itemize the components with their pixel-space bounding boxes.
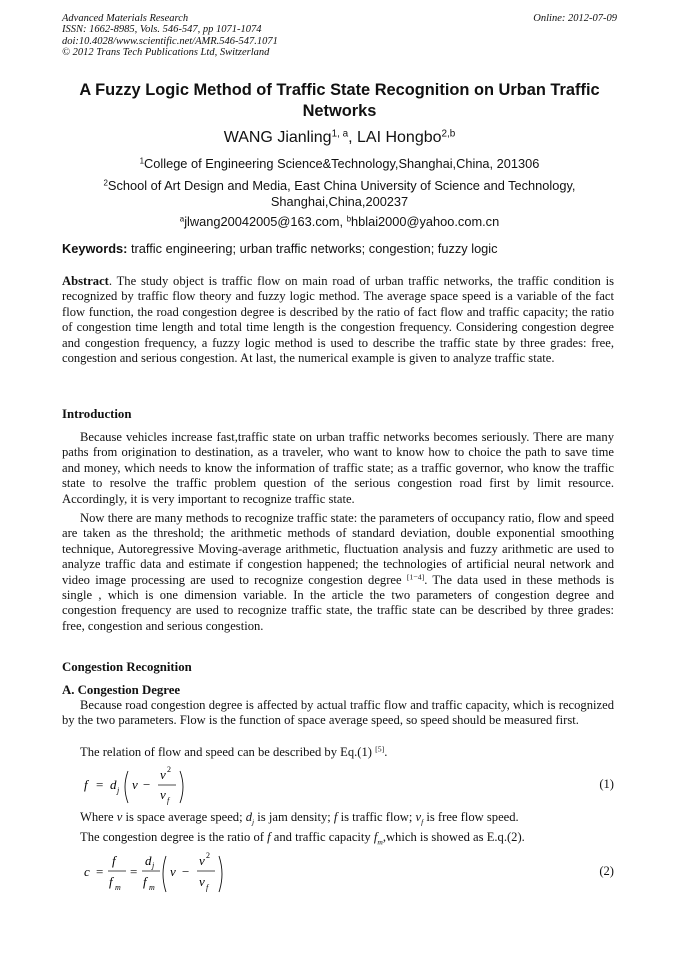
eq2-den-f-sub: f (206, 883, 209, 892)
eq2-left-paren (163, 856, 166, 892)
online-date: Online: 2012-07-09 (533, 13, 617, 24)
equation-1-number: (1) (599, 777, 614, 791)
email-b-sup: b (346, 214, 352, 224)
where-text-2: is space average speed; (122, 810, 246, 824)
equation-2 (62, 846, 614, 898)
introduction-paragraph-1 (62, 430, 614, 507)
equation-2-formula (80, 846, 280, 898)
cd-var-m-sub: m (377, 837, 383, 847)
abstract (62, 274, 614, 366)
equation-1-where-text (62, 810, 614, 830)
email-a: jlwang20042005@163.com, (184, 214, 347, 229)
congestion-p2-text-b: . (384, 745, 388, 759)
copyright-line: © 2012 Trans Tech Publications Ltd, Switzerland (62, 47, 270, 59)
cd-text-1: The congestion degree is the ratio of (80, 830, 268, 844)
cd-var-fm: f (373, 830, 378, 844)
email-b: hblai2000@yahoo.com.cn (351, 214, 500, 229)
eq2-num-f: f (112, 853, 116, 868)
abstract-label: Abstract (62, 274, 109, 288)
eq1-v: v (132, 777, 138, 792)
journal-header (62, 13, 617, 59)
cd-var-f: f (267, 830, 271, 844)
affiliation-1-sup: 1 (139, 156, 145, 166)
where-var-j-sub: j (252, 817, 255, 827)
eq2-equals-2: = (130, 864, 138, 879)
citation-ref: [1−4] (406, 572, 425, 582)
congestion-p2-text-a: The relation of flow and speed can be described by Eq.(1) (80, 745, 376, 759)
eq2-den-m2-sub: m (149, 883, 155, 892)
eq2-den-v: v (199, 874, 205, 889)
eq2-num-j-sub: j (152, 861, 155, 870)
congestion-p1-text: Because road congestion degree is affected by actual traffic flow and traffic capacity, which is recognized by the two parameters. Flow is the function of space average speed, so speed should be measured first. (62, 698, 614, 728)
eq2-minus: − (182, 864, 190, 879)
affiliation-2 (62, 178, 617, 210)
where-text-3: is jam density; (254, 810, 334, 824)
where-var-f-sub: f (421, 817, 424, 827)
eq1-minus: − (143, 777, 151, 792)
doi-line: doi:10.4028/www.scientific.net/AMR.546-547.1071 (62, 35, 278, 47)
author-2-name: LAI Hongbo (357, 129, 442, 146)
eq1-j-sub: j (117, 786, 120, 795)
congestion-paragraph-2 (62, 745, 614, 760)
keywords (62, 241, 617, 257)
cd-text-3: ,which is showed as E.q.(2). (382, 830, 525, 844)
issn-line: ISSN: 1662-8985, Vols. 546-547, pp 1071-1074 (62, 24, 262, 36)
eq2-num-v: v (199, 853, 205, 868)
congestion-recognition-heading: Congestion Recognition (62, 660, 192, 674)
keywords-text: traffic engineering; urban traffic networks; congestion; fuzzy logic (127, 241, 498, 256)
eq2-c: c (84, 864, 90, 879)
introduction-p2-text-a: Now there are many methods to recognize traffic state: the parameters of occupancy ratio, flow and speed are taken as the threshold; the arithmetic methods of standard deviation, double exponential smoothing technique, Autoregressive Moving-average arithmetic, fluctuation analysis and fuzzy arithmetic are used to analyze traffic data and estimate if congestion happened; the technologies of artificial neural network and video image processing are used to recognize congestion degree (62, 511, 614, 587)
eq1-den-f-sub: f (167, 796, 170, 805)
where-text-5: is free flow speed. (423, 810, 519, 824)
affiliation-2-text: School of Art Design and Media, East China University of Science and Technology, Shanghai,China,200237 (107, 178, 576, 209)
keywords-label: Keywords: (62, 241, 128, 256)
introduction-p1-text: Because vehicles increase fast,traffic state on urban traffic networks becomes seriously. There are many paths from origination to destination, as a traveler, who want to know how to choice the path to save time and money, which needs to know the information of traffic state; as a traffic governor, who know the traffic state to resolve the traffic problem question of the serious congestion road first by limit resource. Accordingly, it is very important to recognize traffic state. (62, 430, 614, 506)
where-var-f: f (333, 810, 338, 824)
where-var-d: d (245, 810, 253, 824)
cd-text-2: and traffic capacity (270, 830, 374, 844)
eq1-d: d (110, 777, 117, 792)
eq2-num-exp: 2 (206, 851, 210, 860)
where-text-4: is traffic flow; (337, 810, 416, 824)
where-var-vf: v (415, 810, 422, 824)
congestion-degree-subheading: A. Congestion Degree (62, 683, 181, 697)
equation-1-formula (80, 761, 240, 813)
where-var-v: v (116, 810, 123, 824)
equation-2-number: (2) (599, 864, 614, 878)
author-line (62, 128, 617, 148)
eq1-den-v: v (160, 787, 166, 802)
eq1-num-exp: 2 (167, 765, 171, 774)
where-text-1: Where (80, 810, 117, 824)
email-a-sup: a (179, 214, 185, 224)
congestion-paragraph-1 (62, 698, 614, 729)
introduction-paragraph-2 (62, 511, 614, 634)
eq1-equals: = (96, 777, 104, 792)
eq1-right-paren (180, 771, 183, 803)
eq2-equals-1: = (96, 864, 104, 879)
author-1-sup: 1, a (331, 128, 349, 140)
introduction-heading: Introduction (62, 407, 132, 421)
introduction-p2-text-b: . The data used in these methods is single , which is one dimension variable. In the article the two parameters of congestion degree and congestion frequency are used to recognize traffic state, the traffic state can be described by three grades: free, congestion and serious congestion. (62, 572, 614, 633)
equation-1 (62, 761, 614, 813)
eq1-left-paren (125, 771, 128, 803)
author-emails (62, 214, 617, 230)
eq2-v: v (170, 864, 176, 879)
eq2-right-paren (219, 856, 222, 892)
eq2-den-f: f (109, 874, 113, 889)
author-separator: , (348, 129, 357, 146)
abstract-text: . The study object is traffic flow on main road of urban traffic networks, the traffic condition is recognized by traffic flow theory and fuzzy logic method. The average space speed is a variable of the fact flow function, the road congestion degree is described by the ratio of fact flow and traffic capacity; the ratio of congestion time length and total time length is the congestion frequency. Considering congestion degree and congestion frequency, a fuzzy logic method is used to describe the traffic state by three grades: free, congestion and serious congestion. At last, the numerical example is given to analyze traffic state. (62, 274, 614, 366)
eq1-f: f (84, 777, 88, 792)
affiliation-1 (62, 156, 617, 172)
author-2-sup: 2,b (441, 128, 456, 140)
affiliation-2-sup: 2 (103, 178, 108, 188)
eq2-den-f2: f (143, 874, 147, 889)
eq2-den-m-sub: m (115, 883, 121, 892)
eq1-num-v: v (160, 767, 166, 782)
affiliation-1-text: College of Engineering Science&Technology,Shanghai,China, 201306 (144, 156, 540, 171)
paper-title: A Fuzzy Logic Method of Traffic State Recognition on Urban Traffic Networks (79, 81, 600, 120)
eq2-num-d: d (145, 853, 152, 868)
journal-name: Advanced Materials Research (62, 13, 189, 24)
citation-ref: [5] (375, 744, 385, 754)
author-1-name: WANG Jianling (223, 129, 332, 146)
